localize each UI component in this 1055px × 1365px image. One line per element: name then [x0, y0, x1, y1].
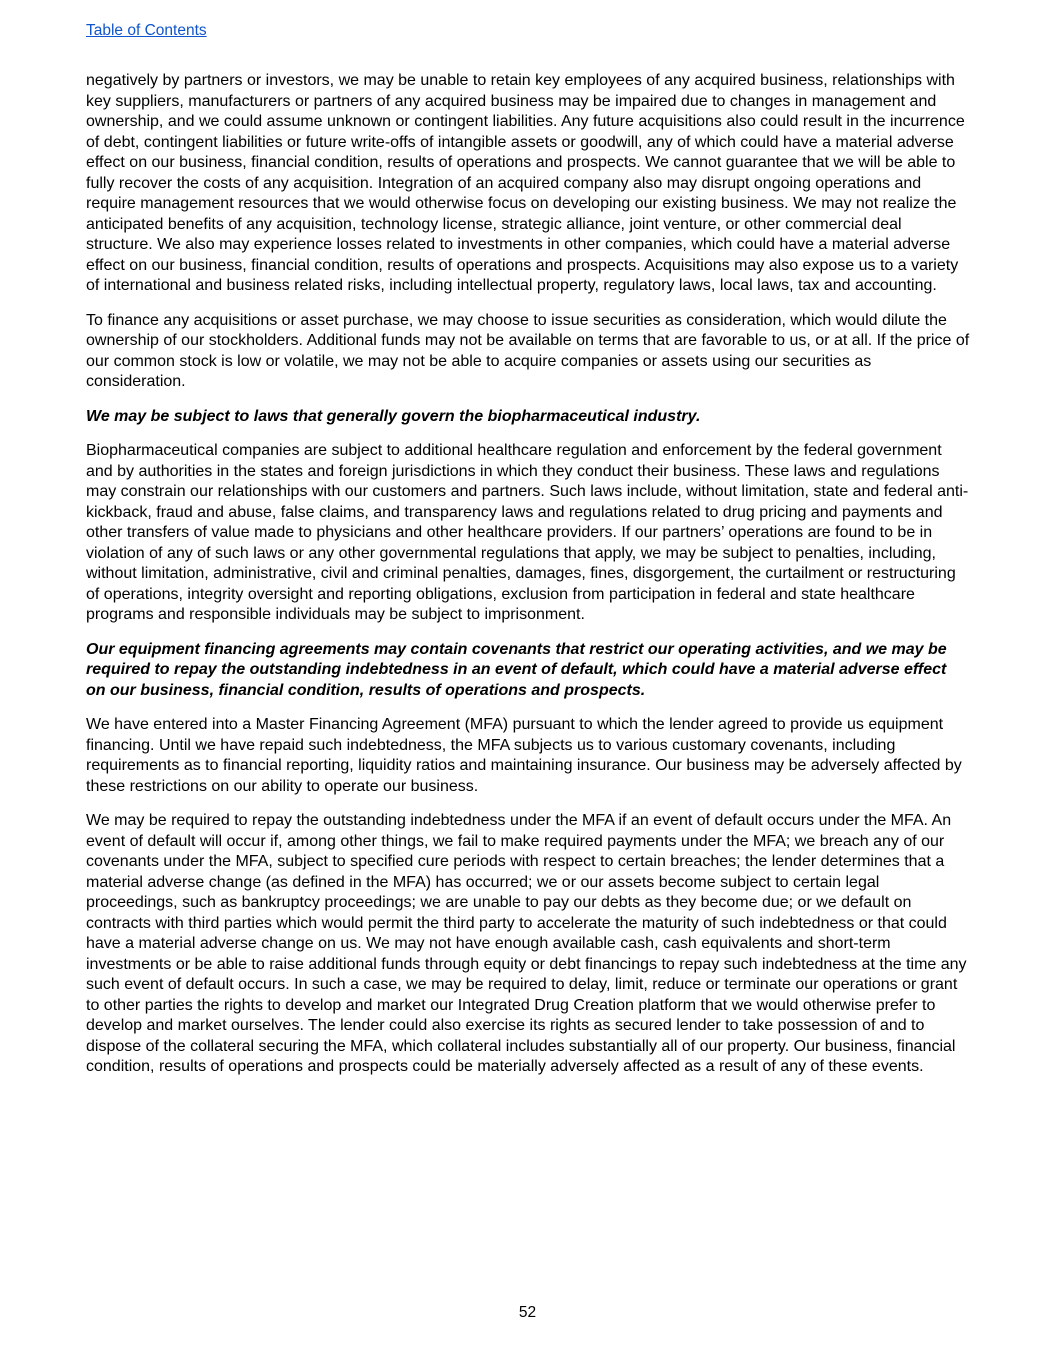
- paragraph-acquisitions-risk: negatively by partners or investors, we may be unable to retain key employees of any acquired business, relationships with key suppliers, manufacturers or partners of any acquired business may be impaired due to changes in management and ownership, and we could assume unknown or contingent liabilities. Any future acquisitions also could result in the incurrence of debt, contingent liabilities or future write-offs of intangible assets or goodwill, any of which could have a material adverse effect on our business, financial condition, results of operations and prospects. We cannot guarantee that we will be able to fully recover the costs of any acquisition. Integration of an acquired company also may disrupt ongoing operations and require management resources that we would otherwise focus on developing our existing business. We may not realize the anticipated benefits of any acquisition, technology license, strategic alliance, joint venture, or other commercial deal structure. We also may experience losses related to investments in other companies, which could have a material adverse effect on our business, financial condition, results of operations and prospects. Acquisitions may also expose us to a variety of international and business related risks, including intellectual property, regulatory laws, local laws, tax and accounting.: [86, 72, 965, 294]
- page-number: 52: [518, 1304, 537, 1321]
- paragraph-biopharma-laws: Biopharmaceutical companies are subject to additional healthcare regulation and enforcement by the federal government and by authorities in the states and foreign jurisdictions in which they conduct their business. These laws and regulations may constrain our relationships with our customers and partners. Such laws include, without limitation, state and federal anti-kickback, fraud and abuse, false claims, and transparency laws and regulations related to drug pricing and payments and other transfers of value made to physicians and other healthcare providers. If our partners’ operations are found to be in violation of any of such laws or any other governmental regulations that apply, we may be subject to penalties, including, without limitation, administrative, civil and criminal penalties, damages, fines, disgorgement, the curtailment or restructuring of operations, integrity oversight and reporting obligations, exclusion from participation in federal and state healthcare programs and responsible individuals may be subject to imprisonment.: [86, 442, 969, 623]
- table-of-contents-link[interactable]: Table of Contents: [86, 22, 207, 39]
- paragraph-financing-consideration: To finance any acquisitions or asset purchase, we may choose to issue securities as consideration, which would dilute the ownership of our stockholders. Additional funds may not be available on terms that are favorable to us, or at all. If the price of our common stock is low or volatile, we may not be able to acquire companies or assets using our securities as consideration.: [86, 311, 970, 390]
- risk-heading-equipment-financing: Our equipment financing agreements may contain covenants that restrict our operating activities, and we may be required to repay the outstanding indebtedness in an event of default, which could have a material adverse effect on our business, financial condition, results of operations and prospects.: [86, 640, 947, 699]
- risk-heading-biopharma-laws: We may be subject to laws that generally govern the biopharmaceutical industry.: [86, 407, 701, 425]
- paragraph-mfa-default: We may be required to repay the outstanding indebtedness under the MFA if an event of default occurs under the MFA. An event of default will occur if, among other things, we fail to make required payments under the MFA; we breach any of our covenants under the MFA, subject to specified cure periods with respect to certain breaches; the lender determines that a material adverse change (as defined in the MFA) has occurred; we or our assets become subject to certain legal proceedings, such as bankruptcy proceedings; we are unable to pay our debts as they become due; or we default on contracts with third parties which would permit the third party to accelerate the maturity of such indebtedness or that could have a material adverse change on us. We may not have enough available cash, cash equivalents and short-term investments or be able to raise additional funds through equity or debt financings to repay such indebtedness at the time any such event of default occurs. In such a case, we may be required to delay, limit, reduce or terminate our operations or grant to other parties the rights to develop and market our Integrated Drug Creation platform that we would otherwise prefer to develop and market ourselves. The lender could also exercise its rights as secured lender to take possession of and to dispose of the collateral securing the MFA, which collateral includes substantially all of our property. Our business, financial condition, results of operations and prospects could be materially adversely affected as a result of any of these events.: [86, 812, 967, 1075]
- document-body: [86, 71, 970, 1078]
- paragraph-mfa-covenants: We have entered into a Master Financing Agreement (MFA) pursuant to which the lender agreed to provide us equipment financing. Until we have repaid such indebtedness, the MFA subjects us to various customary covenants, including requirements as to financial reporting, liquidity ratios and maintaining insurance. Our business may be adversely affected by these restrictions on our ability to operate our business.: [86, 716, 962, 795]
